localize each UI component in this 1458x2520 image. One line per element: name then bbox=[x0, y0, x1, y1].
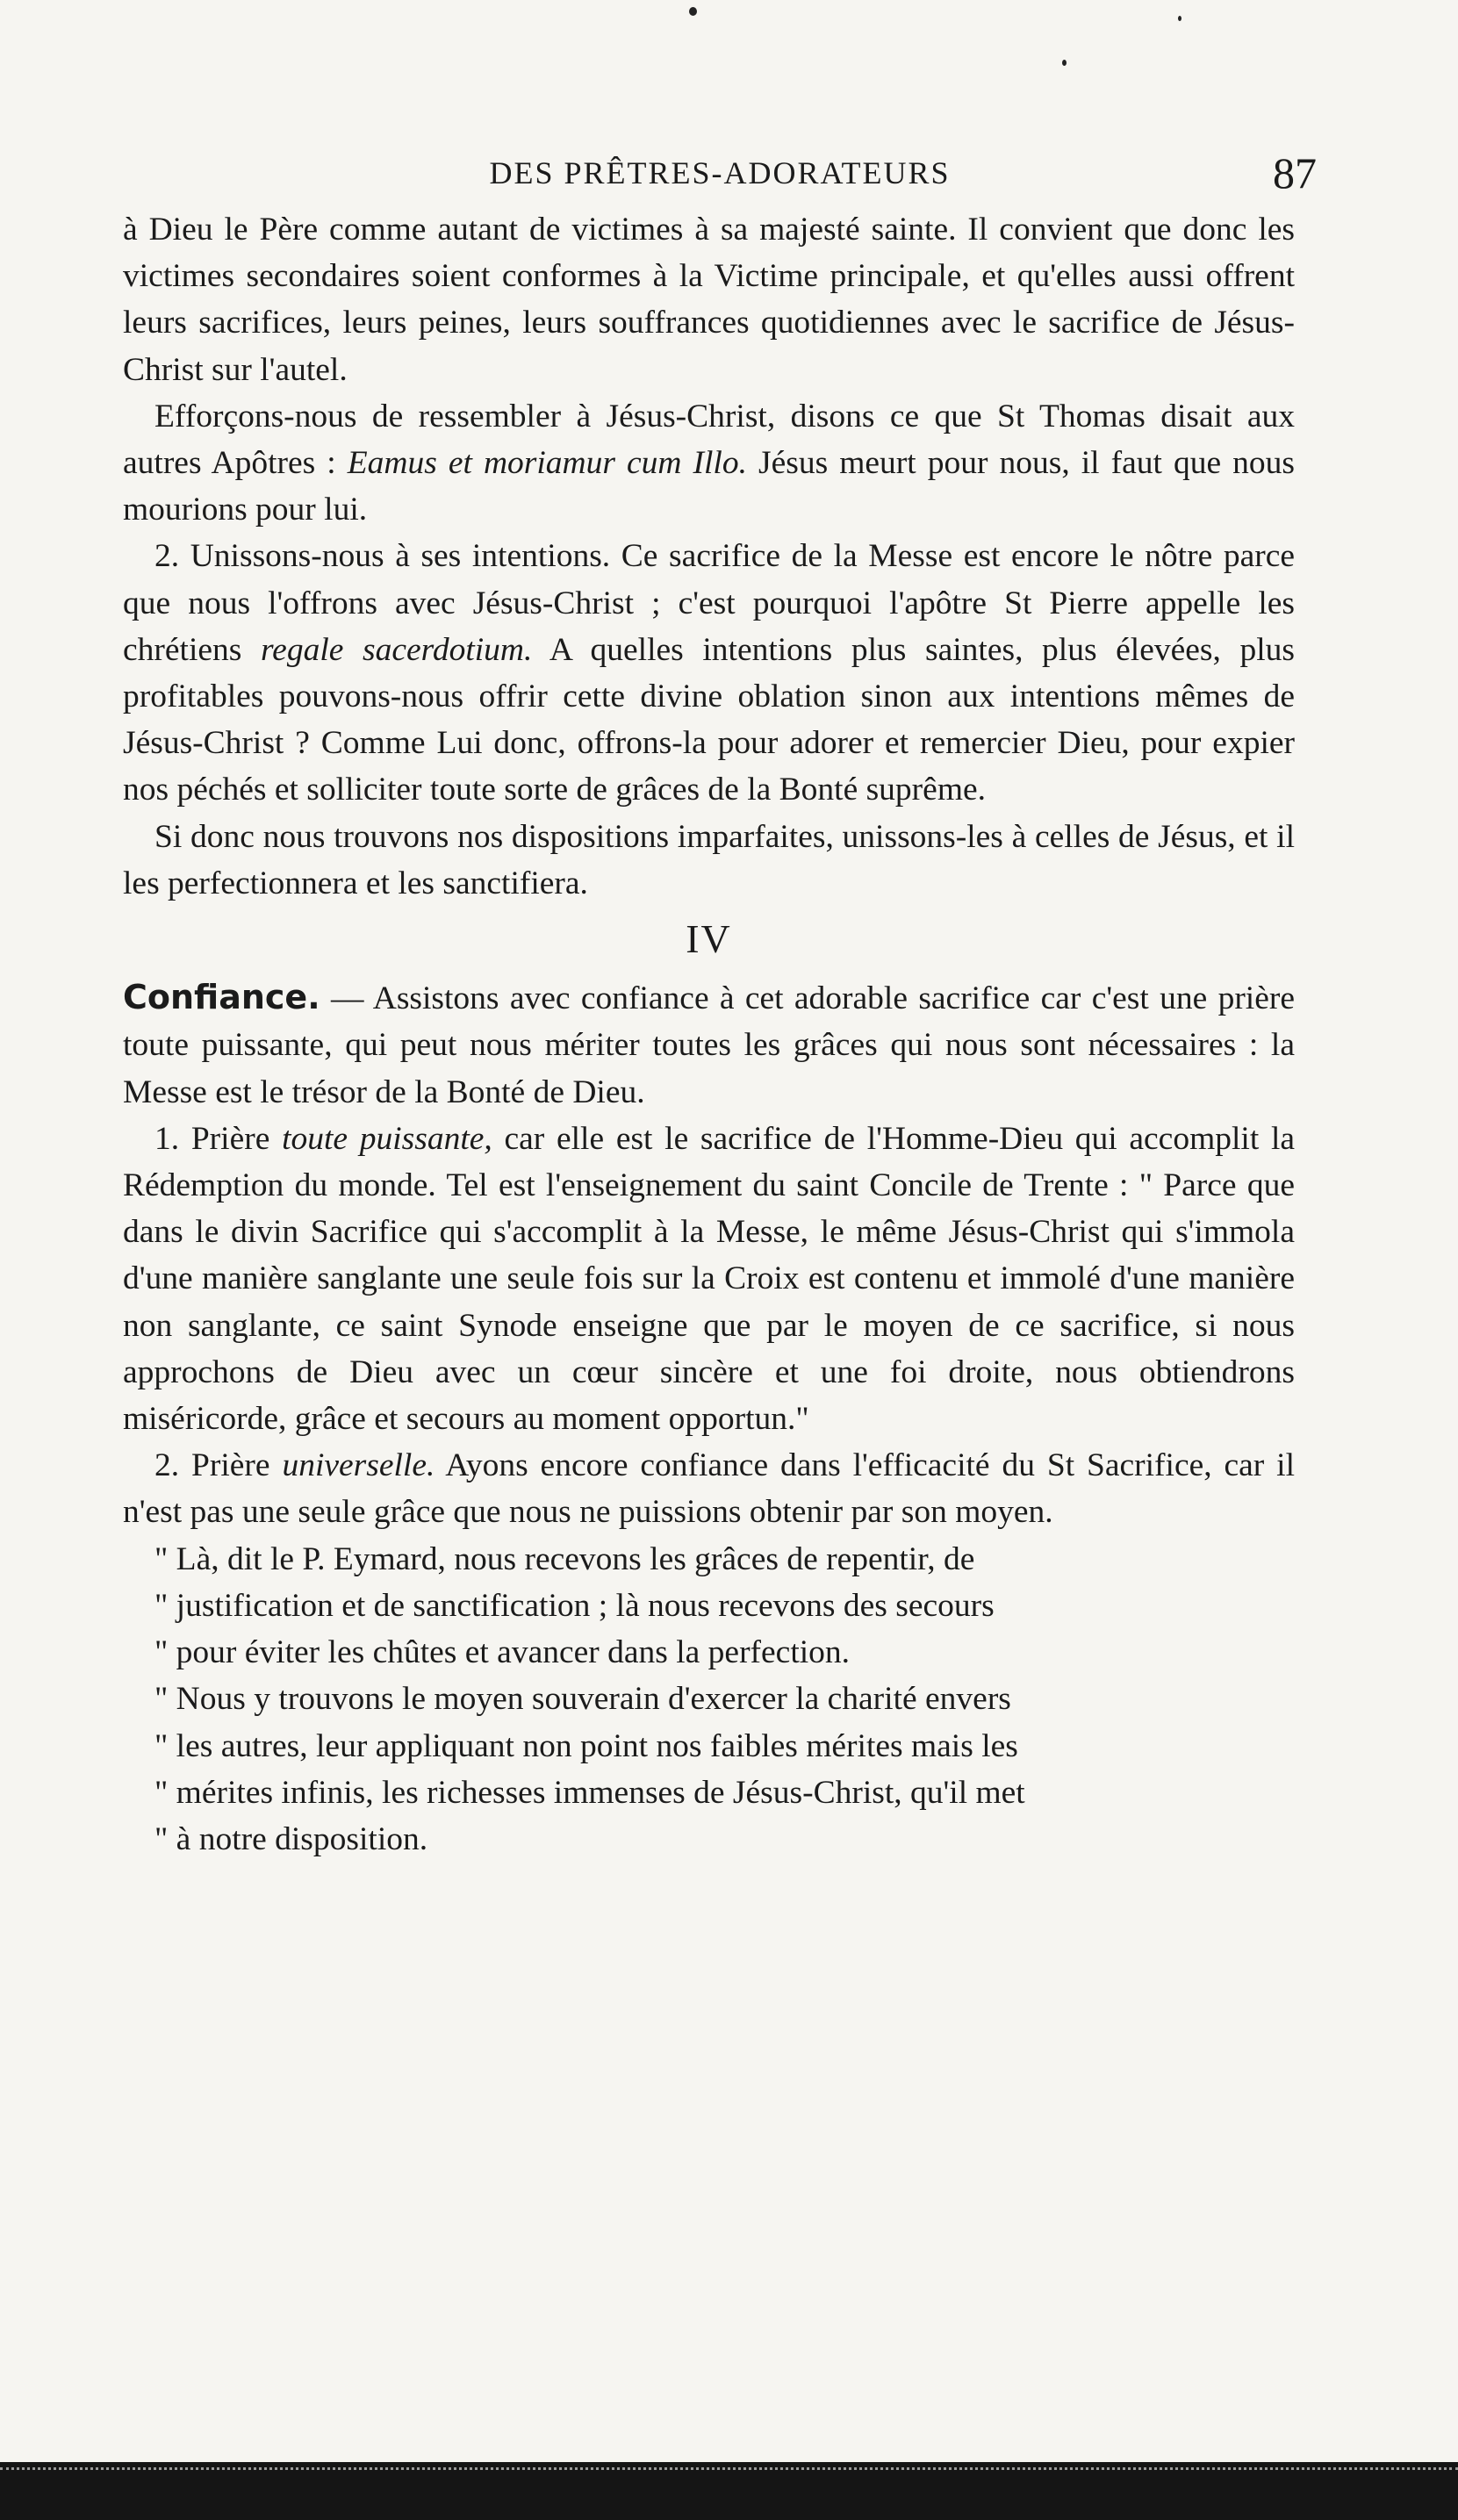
running-head bbox=[123, 147, 1317, 200]
paragraph bbox=[123, 533, 1295, 813]
paragraph-text: Efforçons-nous de ressembler à Jésus-Christ, disons ce que St Thomas disait aux autres Apôtres : bbox=[123, 398, 1295, 482]
quote-line: " à notre disposition. bbox=[154, 1820, 428, 1857]
block-quote bbox=[123, 1536, 1295, 1863]
paragraph: Si donc nous trouvons nos dispositions imparfaites, unissons-les à celles de Jésus, et il les perfectionnera et les sanctifiera. bbox=[123, 818, 1295, 901]
print-speck bbox=[1062, 60, 1067, 66]
body-text bbox=[123, 206, 1295, 1863]
paragraph bbox=[123, 393, 1295, 534]
quote-line: " mérites infinis, les richesses immenses de Jésus-Christ, qu'il met bbox=[154, 1774, 1025, 1811]
paragraph-text: 2. Unissons-nous à ses intentions. Ce sacrifice de la Messe est encore le nôtre parce que nous l'offrons avec Jésus-Christ ; c'est pourquoi l'apôtre St Pierre appelle les chrétiens bbox=[123, 538, 1295, 668]
paragraph-text: 2. Prière bbox=[154, 1447, 270, 1484]
paragraph: à Dieu le Père comme autant de victimes à sa majesté sainte. Il convient que donc les victimes secondaires soient conformes à la Victime principale, et qu'elles aussi offrent leurs sacrifices, leurs peines, leurs souffrances quotidiennes avec le sacrifice de Jésus-Christ sur l'autel. bbox=[123, 212, 1295, 388]
emphasis: universelle. bbox=[282, 1447, 435, 1484]
paragraph bbox=[123, 974, 1295, 1116]
paragraph-text: Jésus meurt pour nous, il faut que nous mourions pour lui. bbox=[123, 445, 1295, 528]
emphasis: toute puissante, bbox=[282, 1120, 492, 1157]
scan-noise bbox=[0, 2467, 1458, 2472]
section-numeral: IV bbox=[686, 916, 732, 962]
latin-quote: Eamus et moriamur cum Illo. bbox=[347, 445, 747, 482]
print-speck bbox=[689, 7, 697, 16]
quote-line: " Là, dit le P. Eymard, nous recevons les grâces de repentir, de bbox=[154, 1540, 975, 1577]
section-lead-word: Confiance. bbox=[123, 978, 320, 1017]
paragraph-text: — Assistons avec confiance à cet adorable sacrifice car c'est une prière toute puissante, qui peut nous mériter toutes les grâces qui nous sont nécessaires : la Messe est le trésor de la Bonté de Dieu. bbox=[123, 980, 1295, 1110]
quote-line: " Nous y trouvons le moyen souverain d'exercer la charité envers bbox=[154, 1681, 1011, 1718]
paragraph-text: A quelles intentions plus saintes, plus élevées, plus profitables pouvons-nous offrir cette divine oblation sinon aux intentions mêmes de Jésus-Christ ? Comme Lui donc, offrons-la pour adorer et remercier Dieu, pour expier nos péchés et solliciter toute sorte de grâces de la Bonté suprême. bbox=[123, 631, 1295, 808]
scan-edge-band bbox=[0, 2462, 1458, 2520]
quote-line: " les autres, leur appliquant non point nos faibles mérites mais les bbox=[154, 1727, 1018, 1764]
page-number: 87 bbox=[1273, 148, 1317, 197]
paragraph bbox=[123, 1442, 1295, 1535]
paragraph-text: car elle est le sacrifice de l'Homme-Dieu qui accomplit la Rédemption du monde. Tel est l'enseignement du saint Concile de Trente : " Parce que dans le divin Sacrifice qui s'accomplit à la Messe, le même Jésus-Christ qui s'immola d'une manière sanglante une seule fois sur la Croix est contenu et immolé d'une manière non sanglante, ce saint Synode enseigne que par le moyen de ce sacrifice, si nous approchons de Dieu avec un cœur sincère et une foi droite, nous obtiendrons miséricorde, grâce et secours au moment opportun." bbox=[123, 1120, 1296, 1438]
paragraph-text: 1. Prière bbox=[154, 1120, 270, 1157]
running-title: DES PRÊTRES-ADORATEURS bbox=[489, 155, 951, 190]
print-speck bbox=[1178, 16, 1181, 21]
quote-line: " justification et de sanctification ; là nous recevons des secours bbox=[154, 1587, 995, 1624]
quote-line: " pour éviter les chûtes et avancer dans la perfection. bbox=[154, 1634, 851, 1671]
paragraph-text: Ayons encore confiance dans l'efficacité du St Sacrifice, car il n'est pas une seule grâce que nous ne puissions obtenir par son moyen. bbox=[123, 1447, 1296, 1531]
paragraph bbox=[123, 1116, 1295, 1442]
latin-quote: regale sacerdotium. bbox=[260, 631, 533, 668]
